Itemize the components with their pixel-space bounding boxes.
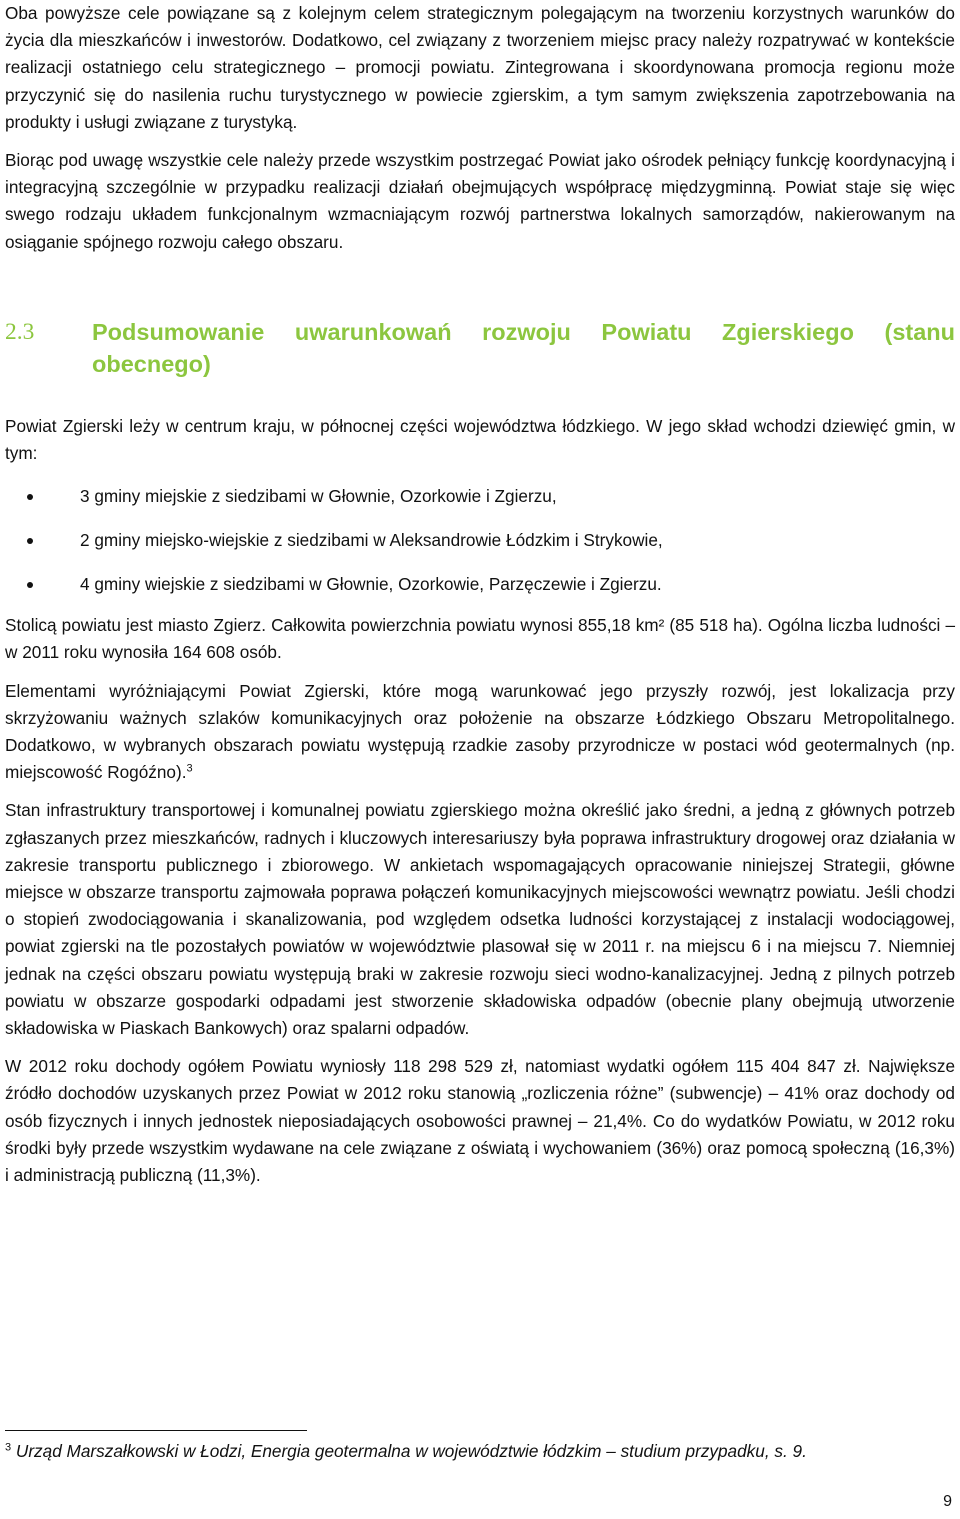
footnote-number: 3 [5, 1441, 12, 1454]
paragraph-distinguishing-elements: Elementami wyróżniającymi Powiat Zgierski, które mogą warunkować jego przyszły rozwój, jest lokalizacja przy skrzyżowaniu ważnych szlaków komunikacyjnych oraz położenie na obszarze Łódzkiego Obszaru Metropolitalnego. Dodatkowo, w wybranych obszarach powiatu występują rzadkie zasoby przyrodnicze w postaci wód geotermalnych (np. miejscowość Rogóźno).$^3$ [5, 680, 955, 783]
footnote-text: Urząd Marszałkowski w Łodzi, Energia geotermalna w województwie łódzkim – studium przypadku, s. 9. [15, 1441, 807, 1461]
bullet-icon [27, 538, 33, 544]
document-page [5, 0, 955, 1189]
gminy-list [5, 483, 955, 615]
section-title-line1: Podsumowanie uwarunkowań rozwoju Powiatu Zgierskiego (stanu [92, 318, 955, 345]
footnote-divider [5, 1430, 307, 1431]
paragraph-powiat-role: Biorąc pod uwagę wszystkie cele należy przede wszystkim postrzegać Powiat jako ośrodek pełniący funkcję koordynacyjną i integracyjną szczególnie w przypadku realizacji działań obejmujących współpracę międzygminną. Powiat staje się więc swego rodzaju układem funkcjonalnym wzmacniającym rozwój partnerstwa lokalnych samorządów, nakierowanym na osiąganie spójnego rozwoju całego obszaru. [5, 150, 955, 252]
page-number: 9 [943, 1493, 952, 1510]
section-title-line2: obecnego) [92, 350, 211, 377]
footnote-reference[interactable]: 3 [186, 762, 193, 775]
bullet-icon [27, 582, 33, 588]
paragraph-budget: W 2012 roku dochody ogółem Powiatu wyniosły 118 298 529 zł, natomiast wydatki ogółem 115 404 847 zł. Największe źródło dochodów uzyskanych przez Powiat w 2012 roku stanowią „rozliczenia różne” (subwencje) – 41% oraz dochody od osób fizycznych i innych jednostek nieposiadających osobowości prawnej – 21,4%. Co do wydatków Powiatu, w 2012 roku środki były przede wszystkim wydawane na cele związane z oświatą i wychowaniem (36%) oraz pomocą społeczną (16,3%) i administracją publiczną (11,3%). [5, 1056, 955, 1186]
list-item: 4 gminy wiejskie z siedzibami w Głownie, Ozorkowie, Parzęczewie i Zgierzu. [5, 571, 955, 615]
section-number: 2.3 [5, 318, 35, 345]
bullet-icon [27, 494, 33, 500]
footnote [5, 1438, 807, 1465]
list-item: 2 gminy miejsko-wiejskie z siedzibami w Aleksandrowie Łódzkim i Strykowie, [5, 527, 955, 571]
paragraph-infrastructure: Stan infrastruktury transportowej i komunalnej powiatu zgierskiego można określić jako średni, a jedną z głównych potrzeb zgłaszanych przez mieszkańców, radnych i kluczowych interesariuszy była poprawa infrastruktury drogowej oraz działania w zakresie transportu publicznego i zbiorowego. W ankietach wspomagających opracowanie niniejszej Strategii, główne miejsce w obszarze transportu zajmowała poprawa połączeń komunikacyjnych miejscowości wewnątrz powiatu. Jeśli chodzi o stopień zwodociągowania i skanalizowania, pod względem odsetka ludności korzystającej z instalacji wodociągowej, powiat zgierski na tle pozostałych powiatów w województwie plasował się w 2011 r. na miejscu 6 i na miejscu 7. Niemniej jednak na części obszaru powiatu występują braki w zakresie rozwoju sieci wodno-kanalizacyjnej. Jedną z pilnych potrzeb powiatu w obszarze gospodarki odpadami jest stworzenie składowiska odpadów (obecnie plany obejmują utworzenie składowiska w Piaskach Bankowych) oraz spalarni odpadów. [5, 800, 955, 1039]
section-heading [5, 316, 955, 380]
paragraph-location: Powiat Zgierski leży w centrum kraju, w północnej części województwa łódzkiego. W jego skład wchodzi dziewięć gmin, w tym: [5, 415, 955, 464]
list-item: 3 gminy miejskie z siedzibami w Głownie, Ozorkowie i Zgierzu, [5, 483, 955, 527]
paragraph-area-population: Stolicą powiatu jest miasto Zgierz. Całkowita powierzchnia powiatu wynosi 855,18 km² (85 518 ha). Ogólna liczba ludności – w 2011 roku wynosiła 164 608 osób. [5, 615, 955, 663]
paragraph-goals: Oba powyższe cele powiązane są z kolejnym celem strategicznym polegającym na tworzeniu korzystnych warunków do życia dla mieszkańców i inwestorów. Dodatkowo, cel związany z tworzeniem miejsc pracy należy rozpatrywać w kontekście realizacji ostatniego celu strategicznego – promocji powiatu. Zintegrowana i skoordynowana promocja regionu może przyczynić się do nasilenia ruchu turystycznego w powiecie zgierskim, a tym samym zwiększenia zapotrzebowania na produkty i usługi związane z turystyką. [5, 3, 955, 132]
section-title [92, 316, 955, 380]
